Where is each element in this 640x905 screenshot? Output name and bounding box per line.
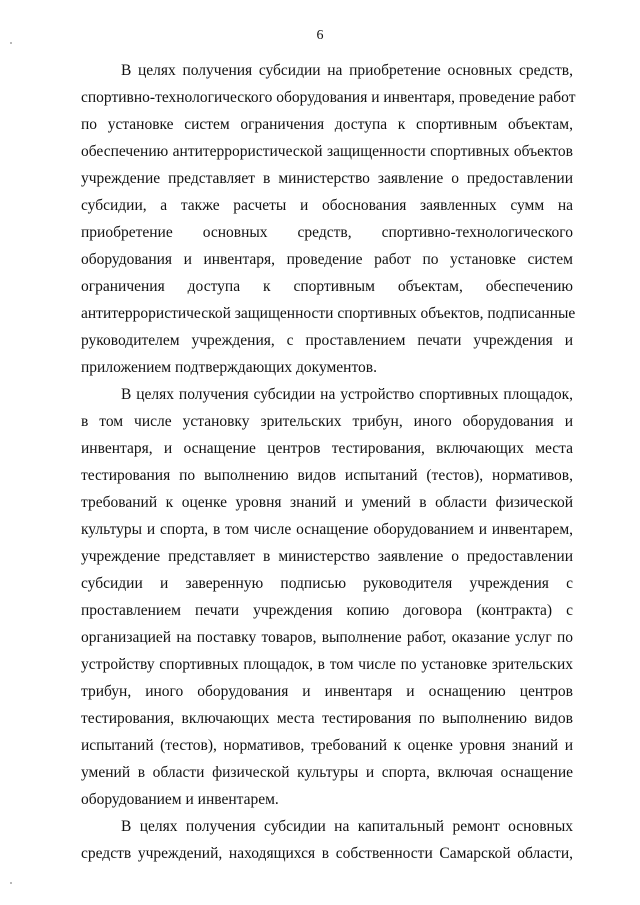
- text-line: испытаний (тестов), нормативов, требований к оценке уровня знаний и: [81, 737, 573, 754]
- text-line: ограничения доступа к спортивным объектам, обеспечению: [81, 278, 573, 295]
- text-line: инвентаря, и оснащение центров тестирования, включающих места: [81, 440, 573, 457]
- text-line: субсидии и заверенную подписью руководителя учреждения с: [81, 575, 573, 592]
- text-line: антитеррористической защищенности спортивных объектов, подписанные: [81, 305, 576, 322]
- text-line: В целях получения субсидии на капитальный ремонт основных: [121, 818, 573, 835]
- text-line: тестирования по выполнению видов испытаний (тестов), нормативов,: [81, 467, 573, 484]
- scan-speck: [10, 42, 12, 44]
- text-line: спортивно-технологического оборудования и инвентаря, проведение работ: [81, 89, 576, 106]
- text-line: субсидии, а также расчеты и обоснования заявленных сумм на: [81, 197, 573, 214]
- text-line: учреждение представляет в министерство заявление о предоставлении: [81, 170, 573, 187]
- text-line: В целях получения субсидии на приобретение основных средств,: [121, 62, 573, 79]
- text-line: средств учреждений, находящихся в собственности Самарской области,: [81, 845, 573, 862]
- text-line: В целях получения субсидии на устройство спортивных площадок,: [121, 386, 573, 403]
- text-line: проставлением печати учреждения копию договора (контракта) с: [81, 602, 573, 619]
- text-line: культуры и спорта, в том числе оснащение оборудованием и инвентарем,: [81, 521, 573, 538]
- text-line: устройству спортивных площадок, в том числе по установке зрительских: [81, 656, 573, 673]
- text-line: обеспечению антитеррористической защищенности спортивных объектов: [81, 143, 573, 160]
- text-line: учреждение представляет в министерство заявление о предоставлении: [81, 548, 573, 565]
- text-line: по установке систем ограничения доступа к спортивным объектам,: [81, 116, 573, 133]
- text-line: тестирования, включающих места тестирования по выполнению видов: [81, 710, 573, 727]
- text-line: приобретение основных средств, спортивно-технологического: [81, 224, 573, 241]
- text-line: требований к оценке уровня знаний и умений в области физической: [81, 494, 573, 511]
- text-line: оборудованием и инвентарем.: [81, 791, 279, 808]
- text-line: организацией на поставку товаров, выполнение работ, оказание услуг по: [81, 629, 573, 646]
- text-line: оборудования и инвентаря, проведение работ по установке систем: [81, 251, 573, 268]
- text-line: трибун, иного оборудования и инвентаря и оснащению центров: [81, 683, 573, 700]
- scan-speck: [10, 882, 12, 884]
- text-line: приложением подтверждающих документов.: [81, 359, 377, 376]
- page-number: 6: [316, 28, 324, 43]
- text-line: в том числе установку зрительских трибун, иного оборудования и: [81, 413, 573, 430]
- text-line: руководителем учреждения, с проставлением печати учреждения и: [81, 332, 573, 349]
- text-line: умений в области физической культуры и спорта, включая оснащение: [81, 764, 573, 781]
